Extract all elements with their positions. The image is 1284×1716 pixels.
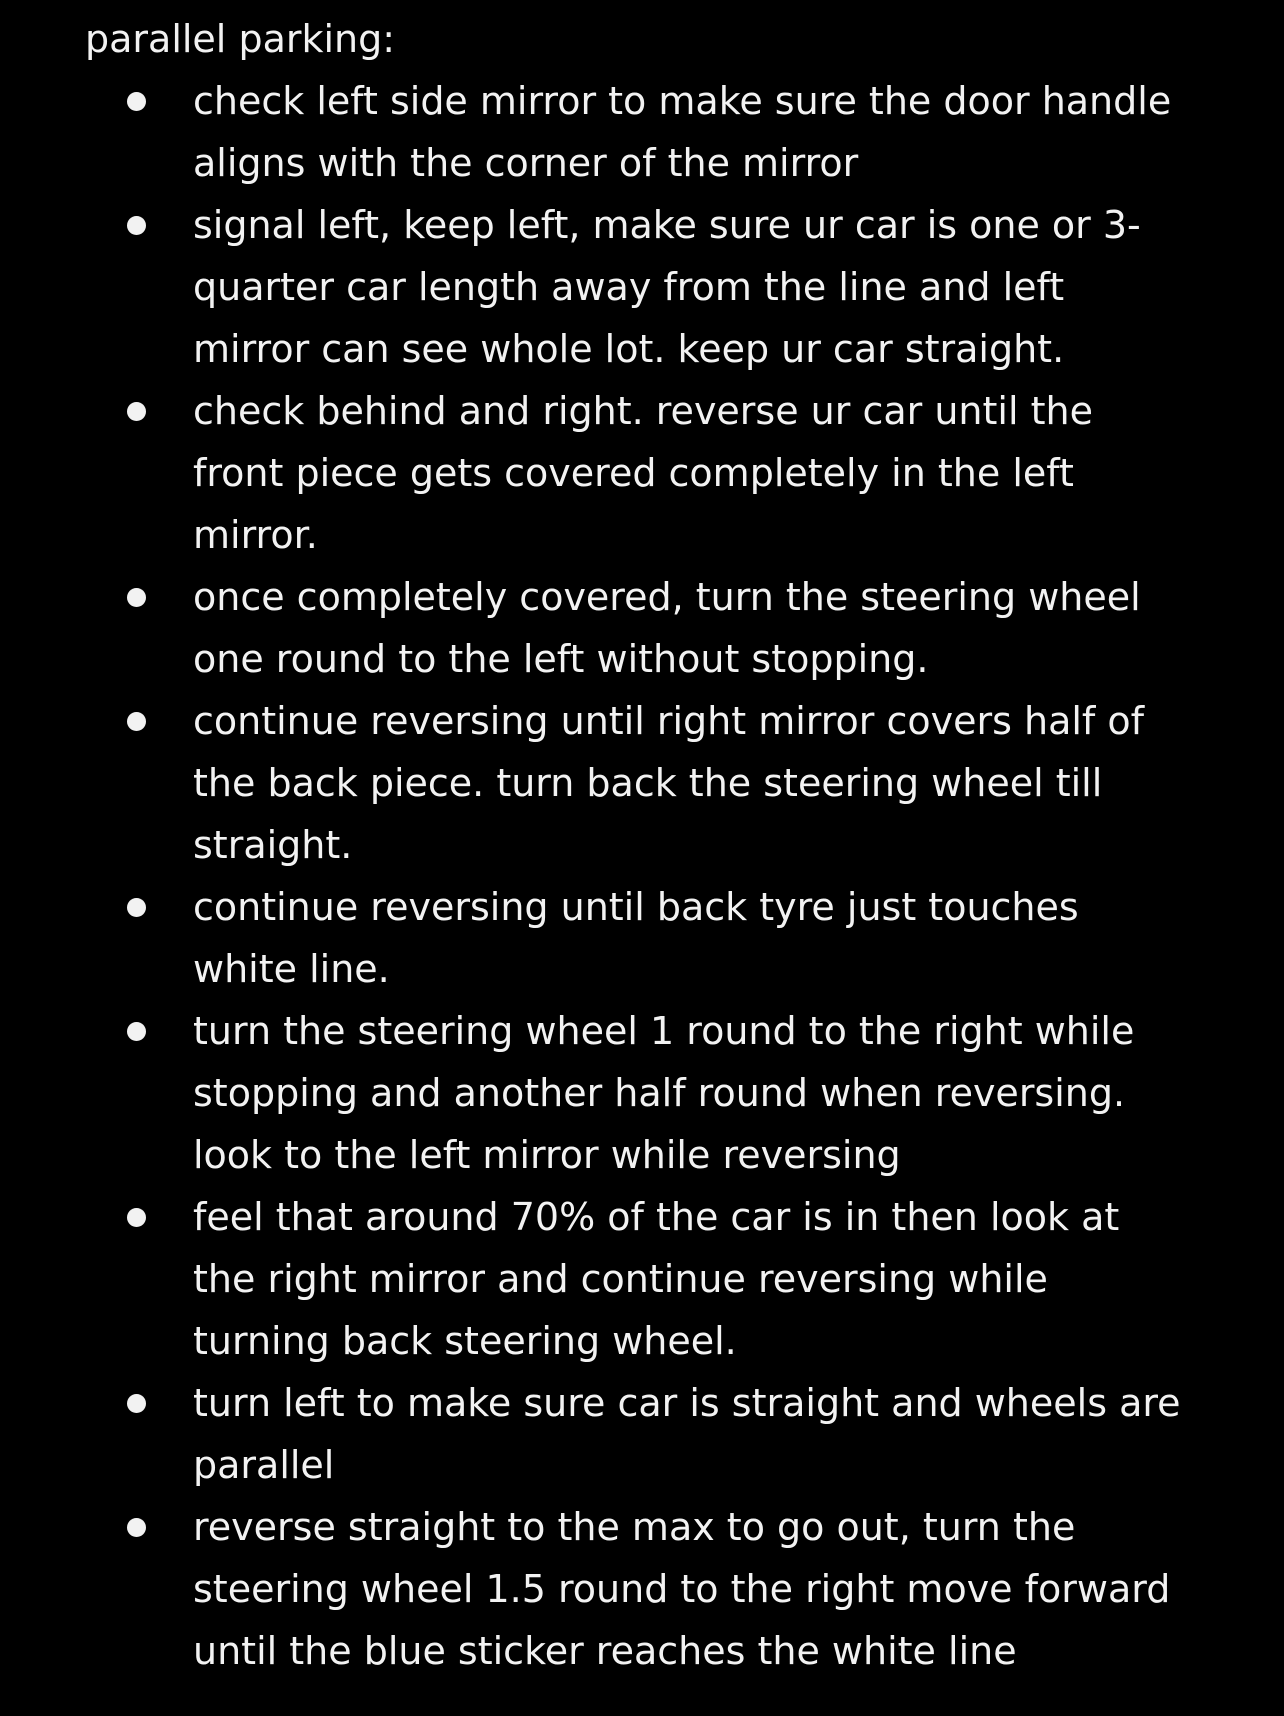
- list-item: [85, 70, 1284, 194]
- step-line: once completely covered, turn the steering wheel: [193, 575, 1141, 619]
- step-line: until the blue sticker reaches the white line: [193, 1629, 1017, 1673]
- step-line: mirror.: [193, 513, 318, 557]
- step-line: check left side mirror to make sure the door handle: [193, 79, 1172, 123]
- step-line: aligns with the corner of the mirror: [193, 141, 859, 185]
- step-line: continue reversing until right mirror covers half of: [193, 699, 1145, 743]
- step-line: white line.: [193, 947, 390, 991]
- bullet-icon: [127, 1394, 146, 1413]
- step-line: steering wheel 1.5 round to the right move forward: [193, 1567, 1171, 1611]
- step-line: continue reversing until back tyre just touches: [193, 885, 1079, 929]
- bullet-icon: [127, 92, 146, 111]
- step-line: the back piece. turn back the steering wheel till: [193, 761, 1103, 805]
- step-line: turn the steering wheel 1 round to the right while: [193, 1009, 1135, 1053]
- note-body[interactable]: [85, 8, 1235, 1682]
- list-item: [85, 1372, 1284, 1496]
- bullet-icon: [127, 712, 146, 731]
- note-title: parallel parking:: [85, 17, 396, 61]
- step-line: feel that around 70% of the car is in then look at: [193, 1195, 1120, 1239]
- step-line: mirror can see whole lot. keep ur car straight.: [193, 327, 1065, 371]
- step-line: check behind and right. reverse ur car until the: [193, 389, 1093, 433]
- bullet-icon: [127, 898, 146, 917]
- bullet-icon: [127, 216, 146, 235]
- list-item: [85, 1496, 1284, 1682]
- bullet-icon: [127, 1518, 146, 1537]
- step-line: front piece gets covered completely in the left: [193, 451, 1074, 495]
- list-item: [85, 194, 1284, 380]
- list-item: [85, 380, 1284, 566]
- step-line: straight.: [193, 823, 353, 867]
- list-item: [85, 1186, 1284, 1372]
- step-line: stopping and another half round when reversing.: [193, 1071, 1126, 1115]
- bullet-icon: [127, 1208, 146, 1227]
- bullet-icon: [127, 1022, 146, 1041]
- list-item: [85, 566, 1284, 690]
- step-line: quarter car length away from the line and left: [193, 265, 1065, 309]
- step-line: parallel: [193, 1443, 335, 1487]
- bullet-icon: [127, 588, 146, 607]
- steps-list: [85, 70, 1235, 1682]
- list-item: [85, 690, 1284, 876]
- step-line: one round to the left without stopping.: [193, 637, 929, 681]
- step-line: the right mirror and continue reversing while: [193, 1257, 1048, 1301]
- step-line: reverse straight to the max to go out, turn the: [193, 1505, 1076, 1549]
- bullet-icon: [127, 402, 146, 421]
- list-item: [85, 1000, 1284, 1186]
- step-line: turning back steering wheel.: [193, 1319, 737, 1363]
- list-item: [85, 876, 1284, 1000]
- step-line: signal left, keep left, make sure ur car is one or 3-: [193, 203, 1141, 247]
- step-line: look to the left mirror while reversing: [193, 1133, 901, 1177]
- step-line: turn left to make sure car is straight and wheels are: [193, 1381, 1181, 1425]
